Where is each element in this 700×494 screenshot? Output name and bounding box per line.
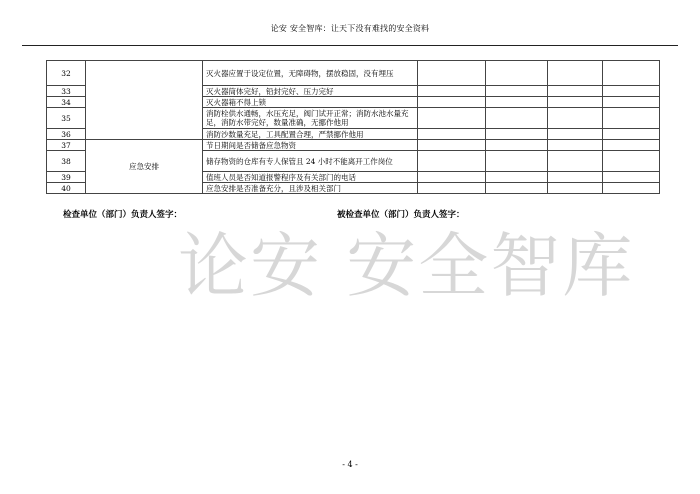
empty-cell [548, 183, 603, 194]
empty-cell [603, 172, 660, 183]
empty-cell [603, 108, 660, 129]
empty-cell [418, 151, 486, 172]
check-item: 节日期间是否储备应急物资 [203, 140, 418, 151]
check-item: 应急安排是否准备充分，且涉及相关部门 [203, 183, 418, 194]
row-number: 39 [47, 172, 86, 183]
row-number: 32 [47, 61, 86, 86]
row-number: 40 [47, 183, 86, 194]
table-row [47, 140, 660, 151]
empty-cell [486, 140, 548, 151]
empty-cell [548, 151, 603, 172]
row-number: 35 [47, 108, 86, 129]
check-item: 灭火器箱不得上锁 [203, 97, 418, 108]
empty-cell [548, 140, 603, 151]
inspecting-unit-signature-label: 检查单位（部门）负责人签字： [63, 210, 183, 220]
empty-cell [603, 183, 660, 194]
category-cell-fire-equipment [86, 61, 203, 140]
check-item: 灭火器筒体完好，铅封完好、压力完好 [203, 86, 418, 97]
empty-cell [603, 151, 660, 172]
row-number: 37 [47, 140, 86, 151]
empty-cell [486, 183, 548, 194]
empty-cell [486, 108, 548, 129]
empty-cell [486, 86, 548, 97]
empty-cell [418, 86, 486, 97]
empty-cell [548, 97, 603, 108]
empty-cell [418, 172, 486, 183]
row-number: 34 [47, 97, 86, 108]
row-number: 38 [47, 151, 86, 172]
watermark: 论安 安全智库 [178, 225, 635, 307]
empty-cell [486, 172, 548, 183]
empty-cell [418, 97, 486, 108]
empty-cell [418, 129, 486, 140]
empty-cell [418, 140, 486, 151]
empty-cell [486, 97, 548, 108]
row-number: 33 [47, 86, 86, 97]
empty-cell [603, 129, 660, 140]
empty-cell [548, 129, 603, 140]
row-number: 36 [47, 129, 86, 140]
empty-cell [418, 108, 486, 129]
empty-cell [486, 151, 548, 172]
check-item: 储存物资的仓库有专人保管且 24 小时不能离开工作岗位 [203, 151, 418, 172]
check-item: 消防栓供水通畅，水压充足，阀门试开正常；消防水池水量充足，消防水带完好，数量准确，无挪作他用 [203, 108, 418, 129]
header-divider [22, 45, 678, 46]
empty-cell [486, 129, 548, 140]
table-row [47, 61, 660, 86]
empty-cell [548, 61, 603, 86]
empty-cell [548, 86, 603, 97]
empty-cell [418, 61, 486, 86]
empty-cell [603, 97, 660, 108]
check-item: 值班人员是否知道报警程序及有关部门的电话 [203, 172, 418, 183]
empty-cell [603, 140, 660, 151]
empty-cell [603, 61, 660, 86]
empty-cell [548, 108, 603, 129]
inspection-table [46, 60, 660, 194]
check-item: 消防沙数量充足，工具配置合理，严禁挪作他用 [203, 129, 418, 140]
empty-cell [603, 86, 660, 97]
empty-cell [548, 172, 603, 183]
check-item: 灭火器应置于设定位置，无障碍物，摆放稳固，没有埋压 [203, 61, 418, 86]
empty-cell [486, 61, 548, 86]
category-cell-emergency: 应急安排 [86, 140, 203, 194]
page-number: - 4 - [342, 460, 358, 469]
inspected-unit-signature-label: 被检查单位（部门）负责人签字： [337, 210, 465, 220]
empty-cell [418, 183, 486, 194]
page-header: 论安 安全智库：让天下没有难找的安全资料 [270, 24, 430, 33]
